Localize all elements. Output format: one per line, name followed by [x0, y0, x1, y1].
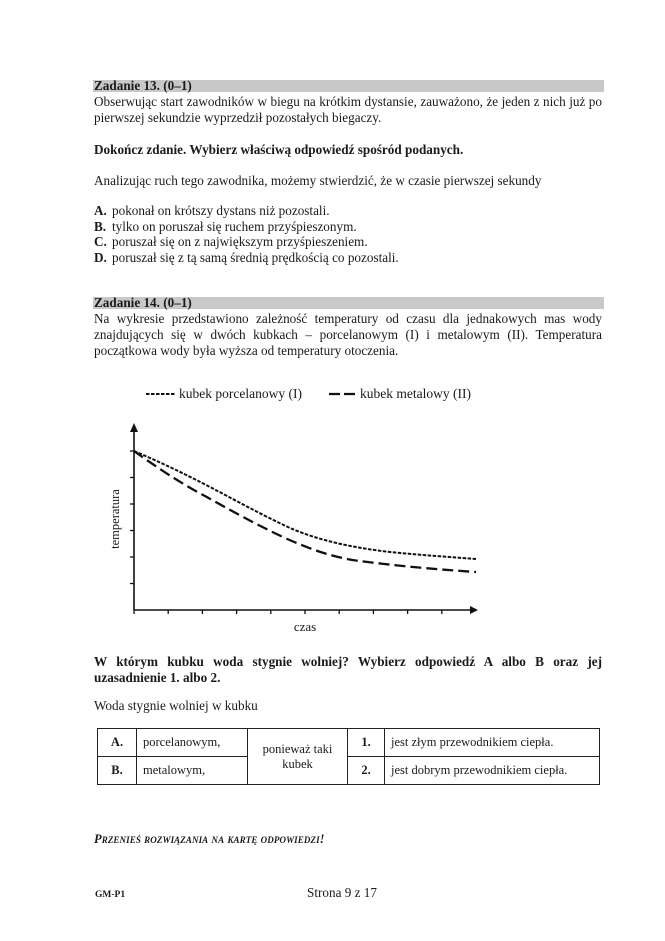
x-axis-arrow-icon [470, 606, 478, 614]
task13-instruction: Dokończ zdanie. Wybierz właściwą odpowiedź spośród podanych. [94, 142, 464, 157]
task13-stem: Analizując ruch tego zawodnika, możemy stwierdzić, że w czasie pierwszej sekundy [94, 173, 542, 188]
table-row [98, 757, 600, 785]
y-axis-arrow-icon [130, 423, 138, 432]
choice-a-text[interactable]: porcelanowym, [137, 729, 248, 757]
task14-question: W którym kubku woda stygnie wolniej? Wybierz odpowiedź A albo B oraz jej uzasadnienie 1. albo 2. [94, 654, 602, 685]
table-row [98, 729, 600, 757]
option-text: poruszał się on z największym przyśpieszeniem. [112, 234, 368, 249]
y-axis-label: temperatura [108, 489, 122, 549]
reason-2-num[interactable]: 2. [348, 757, 385, 785]
task13-intro: Obserwując start zawodników w biegu na krótkim dystansie, zauważono, że jeden z nich już po pierwszej sekundzie wyprzedził pozostałych biegaczy. [94, 94, 602, 125]
series-metal-line [134, 451, 476, 572]
answer-table [97, 728, 600, 785]
option-letter: A. [94, 203, 107, 218]
choice-a-letter[interactable]: A. [98, 729, 137, 757]
chart-axes [130, 423, 478, 614]
connector-text: ponieważ taki kubek [248, 729, 348, 785]
legend-label-porcelain: kubek porcelanowy (I) [179, 386, 302, 401]
option-letter: D. [94, 249, 107, 265]
option-text: poruszał się z tą samą średnią prędkością co pozostali. [112, 249, 399, 265]
series-porcelain-line [134, 451, 476, 559]
option-letter: B. [94, 218, 107, 234]
legend-label-metal: kubek metalowy (II) [360, 386, 471, 401]
choice-b-letter[interactable]: B. [98, 757, 137, 785]
reason-1-text[interactable]: jest złym przewodnikiem ciepła. [385, 729, 600, 757]
x-axis-label: czas [293, 619, 317, 634]
transfer-note: Przenieś rozwiązania na kartę odpowiedzi! [94, 832, 325, 846]
choice-b-text[interactable]: metalowym, [137, 757, 248, 785]
reason-2-text[interactable]: jest dobrym przewodnikiem ciepła. [385, 757, 600, 785]
task14-header: Zadanie 14. (0–1) [94, 295, 192, 310]
task13-header: Zadanie 13. (0–1) [94, 78, 192, 93]
page-number: Strona 9 z 17 [307, 885, 377, 900]
option-letter: C. [94, 234, 107, 249]
reason-1-num[interactable]: 1. [348, 729, 385, 757]
task14-stem: Woda stygnie wolniej w kubku [94, 698, 258, 713]
option-text: tylko on poruszał się ruchem przyśpieszonym. [112, 218, 357, 234]
task14-intro: Na wykresie przedstawiono zależność temperatury od czasu dla jednakowych mas wody znajdujących się w dwóch kubkach – porcelanowym (I) i metalowym (II). Temperatura początkowa wody była wyższa od temperatury otoczenia. [94, 311, 602, 358]
option-text: pokonał on krótszy dystans niż pozostali. [112, 203, 330, 218]
exam-code: GM-P1 [95, 890, 126, 900]
